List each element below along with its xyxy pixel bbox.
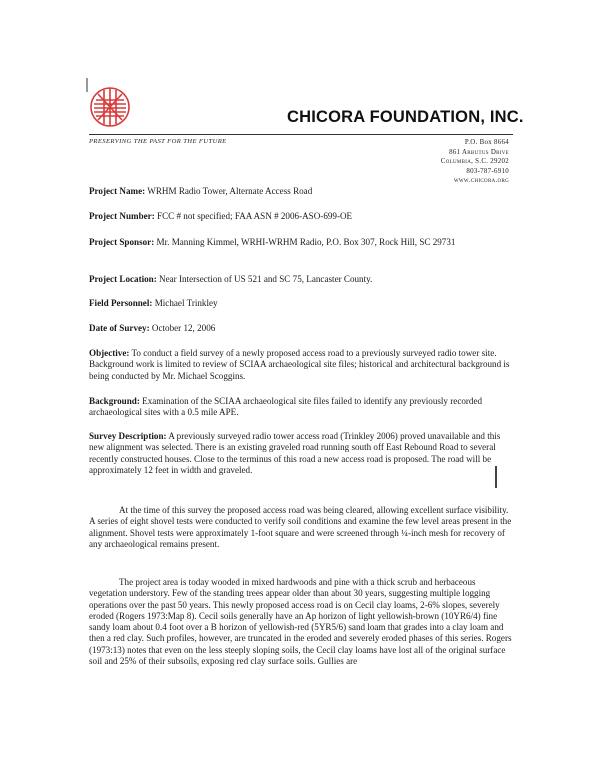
header-rule (89, 134, 513, 135)
field-value: Mr. Manning Kimmel, WRHI-WRHM Radio, P.O. Box 307, Rock Hill, SC 29731 (156, 237, 456, 247)
field-label: Project Sponsor: (89, 237, 155, 247)
street: 861 Arbutus Drive (449, 148, 509, 156)
section-background (89, 396, 513, 419)
section-label: Survey Description: (89, 431, 167, 441)
field-label: Project Number: (89, 211, 155, 221)
body-paragraph: At the time of this survey the proposed access road was being cleared, allowing excellent surface visibility. A series of eight shovel tests were conducted to verify soil conditions and examine the few level areas present in the alignment. Shovel tests were approximately 1-foot square and were screened through ¼-inch mesh for recovery of any archaeological remains present. (89, 505, 512, 549)
field-value: October 12, 2006 (151, 323, 216, 333)
field-project-sponsor (89, 237, 513, 248)
field-personnel (89, 298, 513, 309)
field-value: Near Intersection of US 521 and SC 75, Lancaster County. (159, 274, 373, 284)
margin-change-bar (495, 466, 497, 488)
field-value: WRHM Radio Tower, Alternate Access Road (147, 186, 313, 196)
org-name: CHICORA FOUNDATION, INC. (287, 108, 524, 126)
field-label: Field Personnel: (89, 298, 153, 308)
field-label: Project Location: (89, 274, 157, 284)
section-text: A previously surveyed radio tower access road (Trinkley 2006) proved unavailable and this new alignment was selected. There is an existing graveled road running south off East Rebound Road to several recently constructed houses. Close to the terminus of this road a new access road is proposed. The road will be approximately 12 feet in width and graveled. (89, 431, 501, 475)
body-paragraph: The project area is today wooded in mixed hardwoods and pine with a thick scrub and herbaceous vegetation understory. Few of the standing trees appear older than about 30 years, suggesting multiple logging operations over the past 50 years. This newly proposed access road is on Cecil clay loams, 2-6% slopes, severely eroded (Rogers 1973:Map 8). Cecil soils generally have an Ap horizon of light yellowish-brown (10YR6/4) fine sandy loam about 0.4 foot over a B horizon of yellowish-red (5YR5/6) sand loam that grades into a clay loam and then a red clay. Such profiles, however, are truncated in the eroded and severely eroded phases of this series. Rogers (1973:13) notes that even on the less steeply sloping soils, the Cecil clay loams have lost all of the original surface soil and 25% of their subsoils, exposing red clay surface soils. Gullies are (89, 577, 512, 667)
field-project-name (89, 186, 513, 197)
chicora-logo-icon (86, 78, 132, 130)
section-objective (89, 348, 513, 382)
section-label: Objective: (89, 348, 130, 358)
section-text: Examination of the SCIAA archaeological site files failed to identify any previously recorded archaeological sites with a 0.5 mile APE. (89, 396, 483, 418)
phone: 803-787-6910 (466, 167, 509, 175)
website: www.chicora.org (453, 177, 509, 185)
address-block (441, 138, 509, 186)
city: Columbia, S.C. 29202 (440, 158, 509, 166)
field-label: Date of Survey: (89, 323, 150, 333)
section-label: Background: (89, 396, 140, 406)
section-text: To conduct a field survey of a newly proposed access road to a previously surveyed radio tower site. Background work is limited to review of SCIAA archaeological site files; historical and architectural background is being conducted by Mr. Michael Scoggins. (89, 348, 510, 381)
po-box: P.O. Box 8664 (464, 139, 509, 146)
field-date-of-survey (89, 323, 513, 334)
field-label: Project Name: (89, 186, 146, 196)
field-value: Michael Trinkley (154, 298, 218, 308)
tagline: PRESERVING THE PAST FOR THE FUTURE (89, 138, 227, 145)
field-project-number (89, 211, 513, 222)
field-project-location (89, 274, 513, 285)
field-value: FCC # not specified; FAA ASN # 2006-ASO-699-OE (157, 211, 353, 221)
section-survey-description (89, 431, 513, 476)
